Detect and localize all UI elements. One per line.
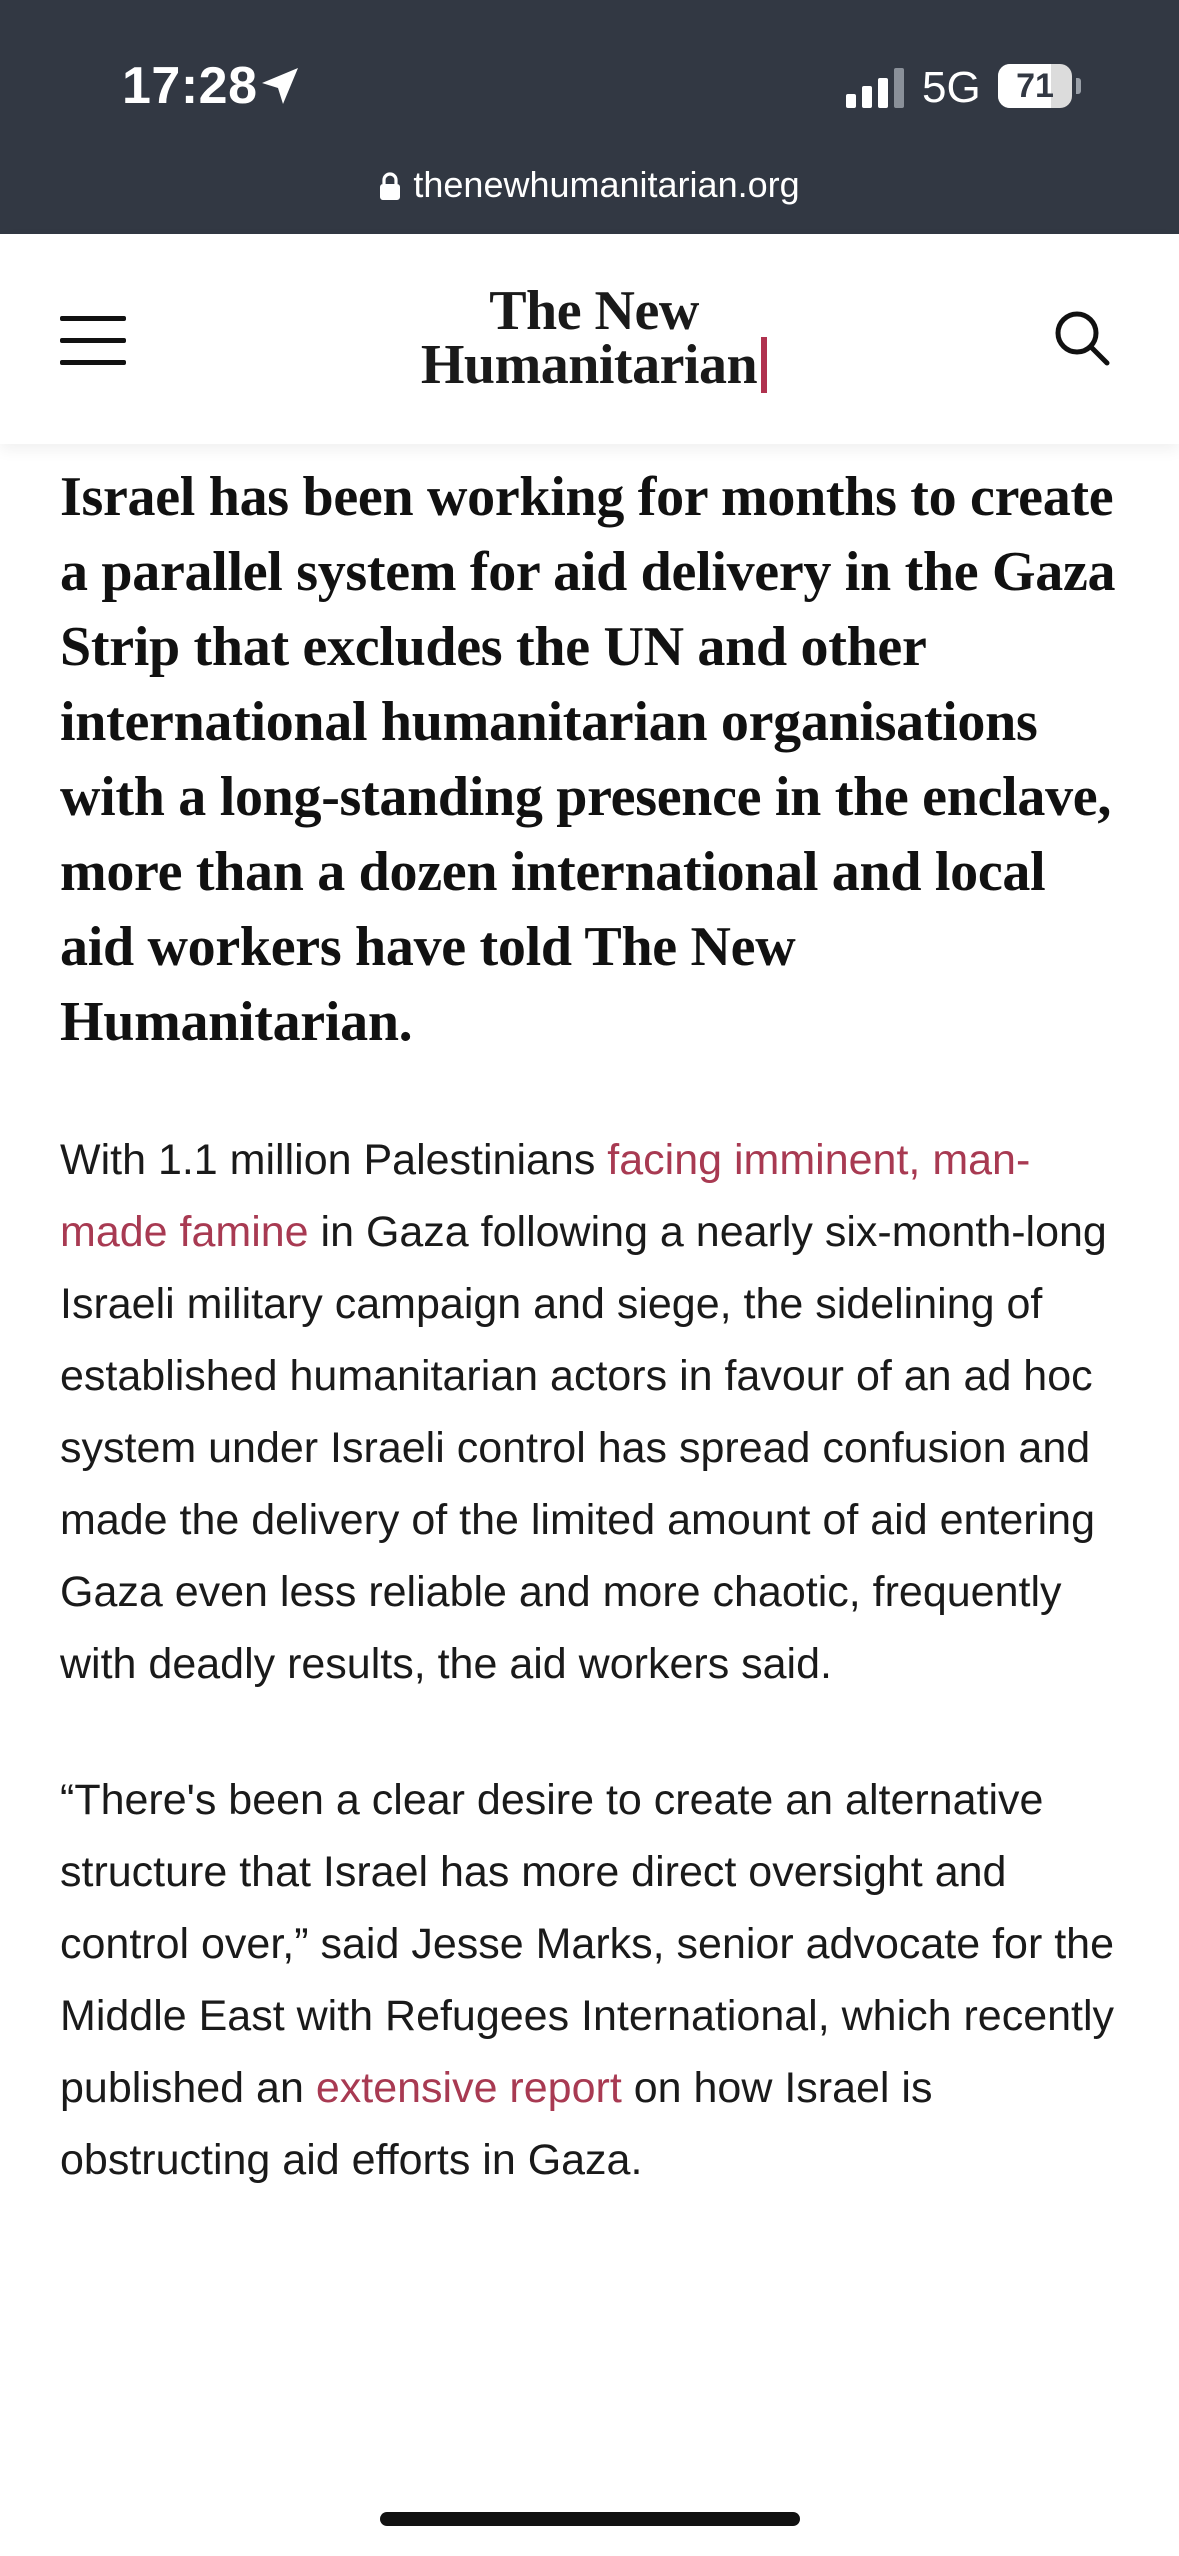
network-type: 5G bbox=[922, 63, 981, 112]
battery-icon bbox=[998, 64, 1072, 108]
article-body bbox=[60, 460, 1120, 2196]
paragraph-1-text-start: With 1.1 million Palestinians bbox=[60, 1136, 608, 1184]
search-icon[interactable] bbox=[1050, 306, 1114, 370]
browser-top-chrome bbox=[0, 0, 1179, 234]
paragraph-1-text-end: in Gaza following a nearly six-month-long Israeli military campaign and siege, the sidelining of established humanitarian actors in favour of an ad hoc system under Israeli control has spread confusion and made the delivery of the limited amount of aid entering Gaza even less reliable and more chaotic, frequently with deadly results, the aid workers said. bbox=[60, 1208, 1107, 1688]
extensive-report-link[interactable]: extensive report bbox=[315, 2064, 622, 2112]
article-paragraph-2 bbox=[60, 1764, 1120, 2196]
logo-line-2 bbox=[384, 332, 804, 398]
lock-icon bbox=[379, 171, 401, 201]
cellular-signal-icon bbox=[846, 68, 906, 108]
site-logo[interactable] bbox=[384, 280, 804, 400]
paragraph-2-text-start: “There's been a clear desire to create an alternative structure that Israel has more direct oversight and control over,” said Jesse Marks, senior advocate for the Middle East with Refugees International, which recently published an bbox=[60, 1776, 1115, 2112]
url-text: thenewhumanitarian.org bbox=[413, 164, 800, 205]
article-lede: Israel has been working for months to create a parallel system for aid delivery in the Gaza Strip that excludes the UN and other international humanitarian organisations with a long-standing presence in the enclave, more than a dozen international and local aid workers have told The New Humanitarian. bbox=[60, 466, 1116, 1053]
battery-nub bbox=[1076, 78, 1081, 94]
site-header bbox=[0, 234, 1179, 444]
article-paragraph-1 bbox=[60, 1124, 1120, 1700]
address-bar[interactable] bbox=[0, 160, 1179, 210]
home-indicator[interactable] bbox=[380, 2512, 800, 2526]
famine-link[interactable]: facing imminent, man-made famine bbox=[60, 1136, 1031, 1256]
logo-wordmark: Humanitarian bbox=[420, 334, 758, 396]
location-arrow-icon bbox=[256, 62, 304, 110]
logo-line-1: The New bbox=[489, 280, 699, 342]
logo-accent-bar bbox=[761, 337, 767, 393]
hamburger-menu-icon[interactable] bbox=[60, 312, 132, 368]
paragraph-2-text-end: on how Israel is obstructing aid efforts in Gaza. bbox=[60, 2064, 933, 2184]
battery-level: 71 bbox=[1016, 67, 1054, 105]
status-time: 17:28 bbox=[122, 57, 258, 115]
